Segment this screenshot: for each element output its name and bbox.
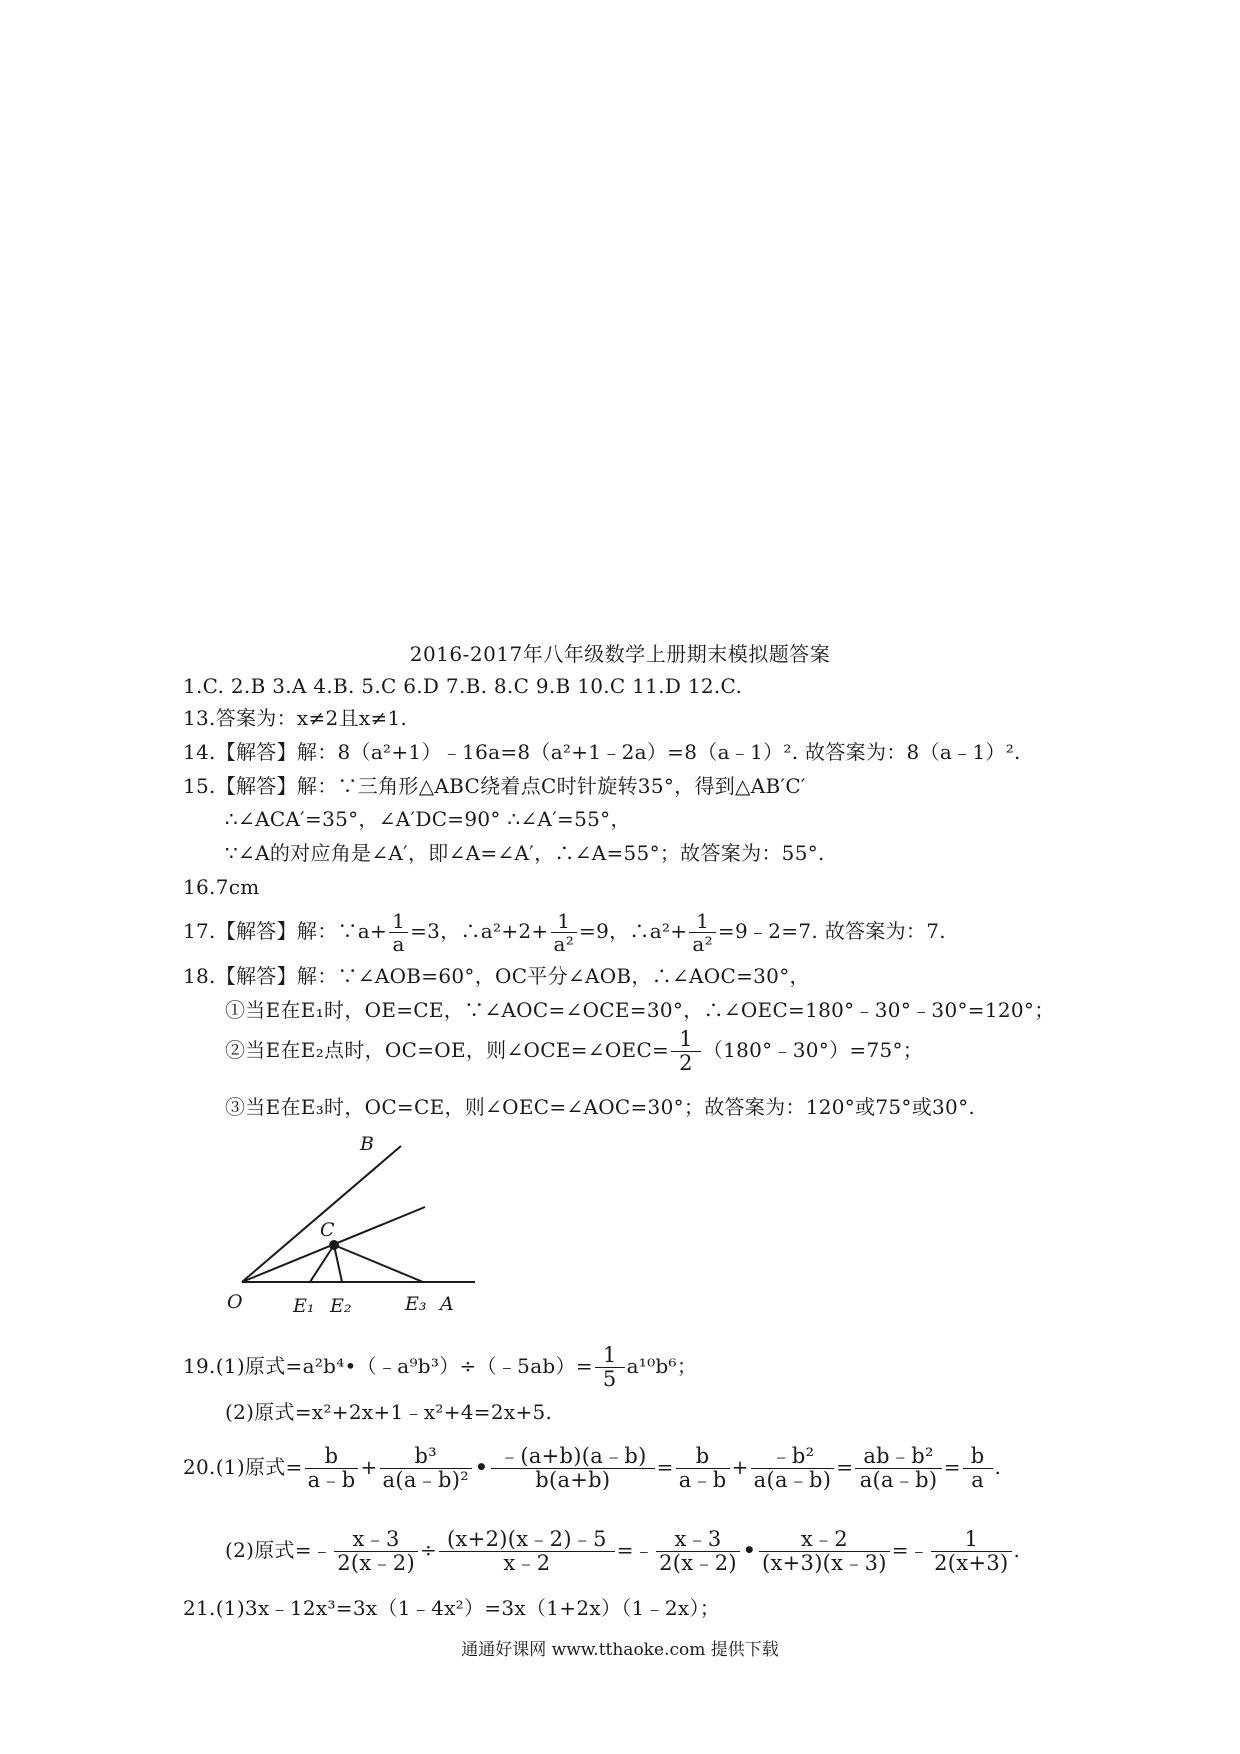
denominator: 2 [679,1051,693,1076]
answer-20-2-prefix: (2)原式=﹣ [225,1538,333,1563]
segment-ce1 [310,1245,334,1282]
answer-17-mid-2: =9，∴a²+ [579,919,688,943]
segment-ce2 [334,1245,342,1282]
denominator: a(a﹣b) [753,1468,832,1493]
answer-15-line-1: 15.【解答】解：∵三角形△ABC绕着点C时针旋转35°，得到△AB′C′ [183,774,806,798]
point-c [329,1240,339,1250]
fraction [689,910,716,955]
ray-ob [242,1146,401,1282]
operator: =﹣ [891,1538,930,1563]
fraction [751,1445,835,1492]
fraction [551,910,578,955]
answer-18-line-3-suffix: （180°﹣30°）=75°； [702,1038,924,1063]
denominator: a﹣b [678,1468,727,1493]
denominator: 2(x﹣2) [659,1551,737,1576]
answer-17-prefix: 17.【解答】解：∵a+ [183,919,388,943]
answer-17 [183,910,946,955]
numerator: b³ [380,1445,472,1469]
answer-16: 16.7cm [183,875,260,899]
answer-15-line-3: ∵∠A的对应角是∠A′，即∠A=∠A′，∴∠A=55°；故答案为：55°. [225,841,825,865]
answer-18-line-3-prefix: ②当E在E₂点时，OC=OE，则∠OCE=∠OEC= [225,1038,670,1063]
answer-19-1 [183,1344,697,1391]
operator: = [943,1455,961,1480]
numerator: 1 [595,1344,625,1368]
operator: • [474,1455,489,1480]
denominator: (x+3)(x﹣3) [762,1551,887,1576]
denominator: 2(x+3) [934,1551,1009,1576]
label-e2: E₂ [330,1295,352,1317]
period: . [994,1455,1002,1480]
denominator: b(a+b) [535,1468,611,1493]
label-o: O [227,1291,243,1313]
denominator: 2(x﹣2) [337,1551,415,1576]
numerator: 1 [551,910,578,933]
answer-19-1-suffix: a¹⁰b⁶； [626,1354,698,1379]
label-e1: E₁ [293,1295,315,1317]
operator: = [836,1455,854,1480]
answer-19-1-prefix: 19.(1)原式=a²b⁴•（﹣a⁹b³）÷（﹣5ab）= [183,1354,593,1379]
operator: = [656,1455,674,1480]
answer-21-1: 21.(1)3x﹣12x³=3x（1﹣4x²）=3x（1+2x）（1﹣2x）； [183,1596,721,1620]
fraction [305,1445,359,1492]
fraction [491,1445,655,1492]
numerator: 1 [671,1028,701,1052]
fraction [676,1445,730,1492]
denominator: a(a﹣b)² [382,1468,469,1493]
label-e3: E₃ [405,1293,427,1315]
denominator: a² [553,932,575,956]
fraction [389,910,408,955]
denominator: 5 [602,1367,617,1392]
answer-20-1-prefix: 20.(1)原式= [183,1455,303,1480]
fraction [334,1528,418,1575]
numerator: x﹣2 [759,1528,890,1552]
denominator: a(a﹣b) [859,1468,938,1493]
operator: • [742,1538,756,1563]
numerator: ﹣(a+b)(a﹣b) [491,1445,655,1469]
label-a: A [440,1293,454,1315]
numerator: ab﹣b² [855,1445,941,1469]
segment-ce3 [334,1245,423,1282]
fraction [963,1445,993,1492]
choice-answers: 1.C. 2.B 3.A 4.B. 5.C 6.D 7.B. 8.C 9.B 10.C 11.D 12.C. [183,674,743,698]
numerator: 1 [689,910,716,933]
answer-17-mid-1: =3，∴a²+2+ [410,919,549,943]
answer-18-line-2: ①当E在E₁时，OE=CE，∵∠AOC=∠OCE=30°，∴∠OEC=180°﹣30°﹣30°=120°； [225,998,1055,1022]
answer-18-line-4: ③当E在E₃时，OC=CE，则∠OEC=∠AOC=30°；故答案为：120°或75°或30°. [225,1095,976,1119]
answer-18-line-3 [225,1028,923,1075]
numerator: b [305,1445,359,1469]
answer-18-line-1: 18.【解答】解：∵∠AOB=60°，OC平分∠AOB，∴∠AOC=30°， [183,964,810,988]
answer-20-1 [183,1445,1001,1492]
fraction [931,1528,1011,1575]
answer-13: 13.答案为：x≠2且x≠1. [183,706,408,730]
numerator: b [676,1445,730,1469]
denominator: a² [692,932,713,956]
denominator: x﹣2 [503,1551,551,1576]
numerator: (x+2)(x﹣2)﹣5 [439,1528,615,1552]
angle-diagram [225,1130,485,1320]
numerator: b [963,1445,993,1469]
numerator: ﹣b² [751,1445,835,1469]
period: . [1013,1538,1021,1563]
page-title: 2016-2017年八年级数学上册期末模拟题答案 [409,642,831,666]
operator: =﹣ [616,1538,655,1563]
answer-19-2: (2)原式=x²+2x+1﹣x²+4=2x+5. [225,1400,553,1424]
fraction [439,1528,615,1575]
answer-17-suffix: =9﹣2=7. 故答案为：7. [717,919,946,943]
answer-20-2 [225,1528,1020,1575]
fraction [380,1445,472,1492]
answer-15-line-2: ∴∠ACA′=35°，∠A′DC=90° ∴∠A′=55°， [225,807,631,831]
numerator: 1 [389,910,408,933]
fraction [671,1028,701,1075]
answer-14: 14.【解答】解：8（a²+1）﹣16a=8（a²+1﹣2a）=8（a﹣1）². 故答案为：8（a﹣1）². [183,740,1021,764]
operator: + [731,1455,749,1480]
label-c: C [320,1219,335,1241]
operator: + [360,1455,378,1480]
fraction [656,1528,740,1575]
denominator: a [392,932,405,956]
fraction [855,1445,941,1492]
denominator: a [971,1468,985,1493]
numerator: x﹣3 [656,1528,740,1552]
denominator: a﹣b [307,1468,356,1493]
fraction [759,1528,890,1575]
label-b: B [360,1133,374,1155]
page-footer: 通通好课网 www.tthaoke.com 提供下载 [461,1640,779,1660]
operator: ÷ [419,1538,438,1563]
fraction [595,1344,625,1391]
numerator: 1 [931,1528,1011,1552]
numerator: x﹣3 [334,1528,418,1552]
